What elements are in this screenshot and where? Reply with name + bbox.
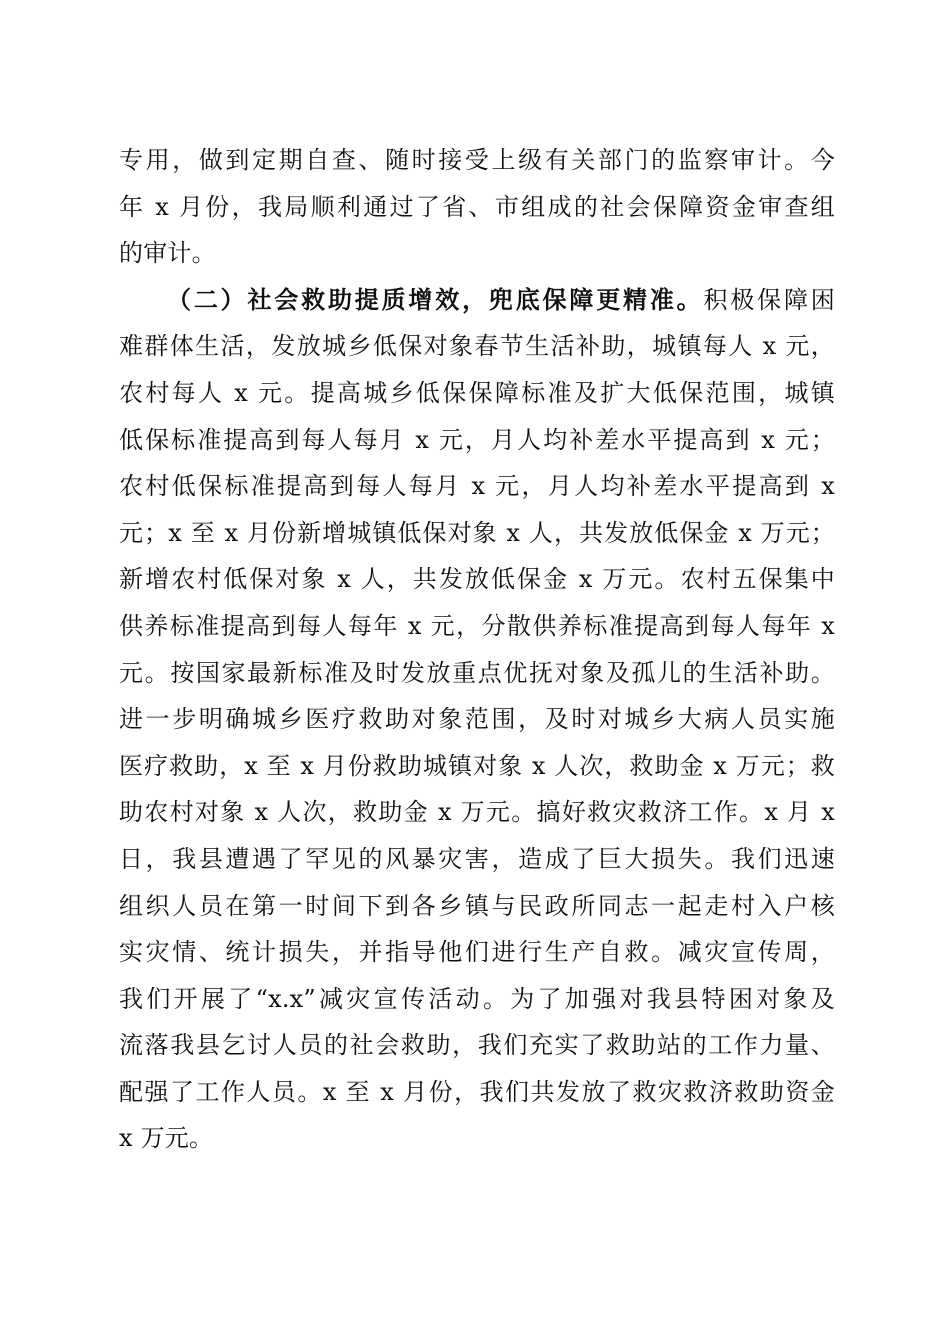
text-line: 医疗救助，x 至 x 月份救助城镇对象 x 人次，救助金 x 万元；救	[119, 751, 835, 780]
text-line: 配强了工作人员。x 至 x 月份，我们共发放了救灾救济救助资金	[119, 1077, 835, 1106]
text-line: 难群体生活，发放城乡低保对象春节生活补助，城镇每人 x 元，	[119, 332, 835, 361]
text-line: x 万元。	[119, 1124, 214, 1153]
text-line: 农村每人 x 元。提高城乡低保保障标准及扩大低保范围，城镇	[119, 378, 835, 407]
text-line: 日，我县遭遇了罕见的风暴灾害，造成了巨大损失。我们迅速	[119, 844, 835, 873]
text-line: 元。按国家最新标准及时发放重点优抚对象及孤儿的生活补助。	[119, 658, 835, 687]
text-line: 我们开展了“x.x”减灾宣传活动。为了加强对我县特困对象及	[119, 984, 835, 1013]
text-line: 组织人员在第一时间下到各乡镇与民政所同志一起走村入户核	[119, 891, 835, 920]
text-line: 实灾情、统计损失，并指导他们进行生产自救。减灾宣传周，	[119, 938, 835, 967]
text-line: 年 x 月份，我局顺利通过了省、市组成的社会保障资金审查组	[119, 192, 835, 221]
text-line: 助农村对象 x 人次，救助金 x 万元。搞好救灾救济工作。x 月 x	[119, 798, 835, 827]
text-line: 元；x 至 x 月份新增城镇低保对象 x 人，共发放低保金 x 万元；	[119, 518, 835, 547]
text-line: 专用，做到定期自查、随时接受上级有关部门的监察审计。今	[119, 146, 835, 174]
text-line: 的审计。	[119, 239, 216, 268]
text-line: 农村低保标准提高到每人每月 x 元，月人均补差水平提高到 x	[119, 472, 835, 501]
text-line: 流落我县乞讨人员的社会救助，我们充实了救助站的工作力量、	[119, 1031, 835, 1060]
section-heading-line	[119, 277, 835, 324]
text-line: 进一步明确城乡医疗救助对象范围，及时对城乡大病人员实施	[119, 705, 835, 734]
text-line: 新增农村低保对象 x 人，共发放低保金 x 万元。农村五保集中	[119, 565, 835, 594]
text-fragment: 积极保障困	[703, 285, 835, 314]
text-line: 低保标准提高到每人每月 x 元，月人均补差水平提高到 x 元；	[119, 425, 835, 454]
text-line: 供养标准提高到每人每年 x 元，分散供养标准提高到每人每年 x	[119, 611, 835, 640]
document-body	[119, 137, 835, 1162]
section-heading: （二）社会救助提质增效，兜底保障更精准。	[167, 284, 704, 314]
